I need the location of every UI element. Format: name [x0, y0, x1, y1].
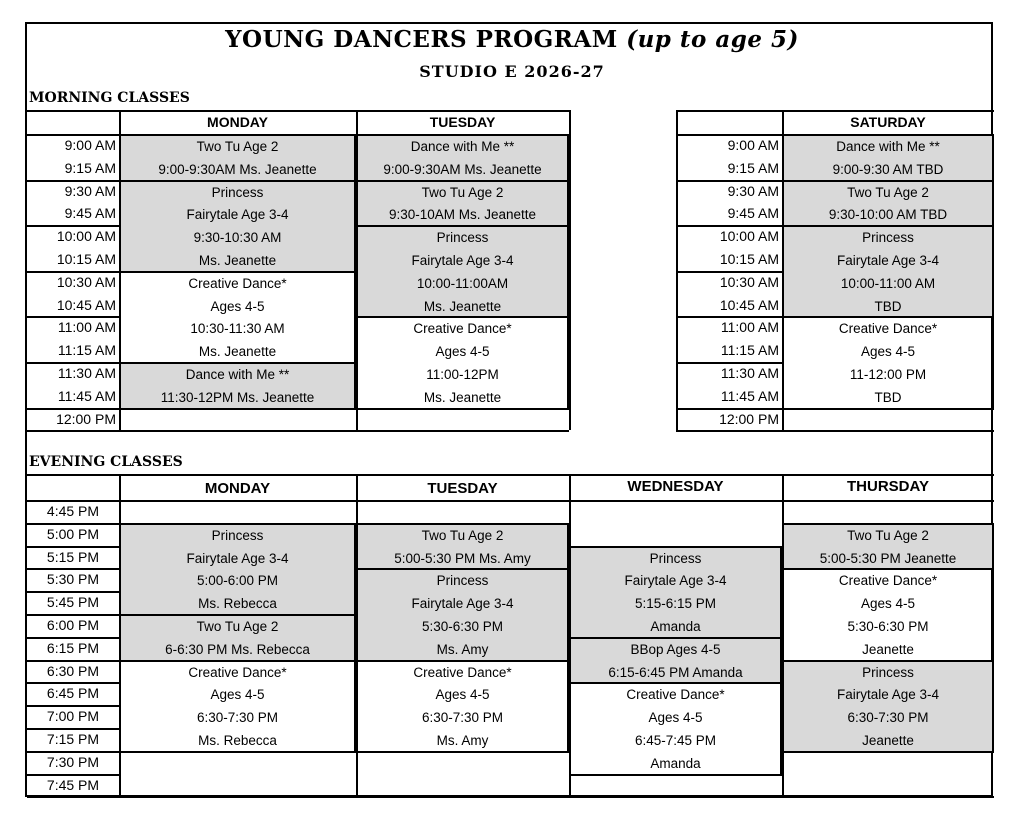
evening-time-label: 7:15 PM: [46, 731, 100, 747]
class-line: Princess: [436, 230, 489, 246]
morning-sat-time-label: 9:00 AM: [727, 137, 779, 153]
class-line: 10:00-11:00 AM: [840, 275, 936, 291]
evening-thursday-class: [782, 568, 994, 661]
evening-wednesday-class: [569, 682, 782, 775]
class-line: Two Tu Age 2: [421, 527, 504, 543]
evening-time-label: 5:15 PM: [46, 548, 100, 565]
class-line: 9:00-9:30 AM TBD: [832, 161, 944, 177]
class-line: Fairytale Age 3-4: [411, 252, 514, 268]
class-line: 5:30-6:30 PM: [847, 618, 929, 634]
studio-label: STUDIO E 2026-27: [419, 62, 605, 81]
morning-time-label: 10:00 AM: [56, 228, 116, 245]
evening-monday-class: [119, 523, 356, 616]
class-line: Princess: [862, 664, 914, 680]
evening-time-label: 4:45 PM: [46, 503, 100, 519]
class-line: 5:00-5:30 PM Ms. Amy: [394, 550, 531, 566]
evening-time-label: 6:30 PM: [46, 662, 100, 679]
class-line: Princess: [649, 550, 702, 566]
title-main: YOUNG DANCERS PROGRAM: [225, 26, 618, 53]
class-line: 6:15-6:45 PM Amanda: [608, 664, 743, 680]
class-line: Two Tu Age 2: [196, 619, 279, 634]
grid-line: [27, 408, 119, 410]
morning-monday-class: [119, 134, 356, 182]
class-line: TBD: [874, 298, 902, 314]
evening-time-label: 5:30 PM: [46, 571, 100, 588]
grid-line: [27, 705, 119, 707]
class-line: 9:30-10:00 AM TBD: [828, 207, 948, 223]
class-line: 6:30-7:30 PM: [421, 710, 504, 726]
grid-line: [27, 728, 119, 730]
morning-day-header: MONDAY: [207, 114, 268, 130]
evening-thursday-class: [782, 523, 994, 571]
class-line: 5:00-5:30 PM Jeanette: [819, 550, 957, 566]
class-line: Fairytale Age 3-4: [624, 573, 727, 589]
class-line: Two Tu Age 2: [421, 184, 504, 200]
class-line: Princess: [211, 527, 264, 543]
class-line: Ages 4-5: [435, 344, 490, 360]
class-line: Creative Dance*: [838, 573, 938, 589]
evening-time-label: 6:00 PM: [46, 617, 100, 633]
class-line: 5:00-6:00 PM: [196, 573, 279, 589]
class-line: 10:30-11:30 AM: [190, 321, 285, 337]
class-line: Ms. Amy: [436, 641, 489, 657]
morning-time-label: 11:30 AM: [57, 365, 116, 381]
class-line: 6:45-7:45 PM: [634, 732, 717, 748]
evening-time-label: 5:45 PM: [46, 594, 100, 611]
grid-line: [27, 774, 119, 776]
class-line: 11-12:00 PM: [849, 366, 927, 382]
grid-line: [676, 110, 678, 430]
morning-tuesday-class: [356, 225, 569, 318]
morning-sat-time-label: 10:45 AM: [719, 296, 779, 313]
morning-time-label: 9:45 AM: [64, 205, 116, 222]
class-line: Two Tu Age 2: [196, 139, 279, 154]
morning-time-label: 10:30 AM: [56, 273, 116, 290]
morning-tuesday-class: [356, 134, 569, 182]
class-line: Creative Dance*: [188, 275, 287, 291]
evening-day-header: TUESDAY: [427, 480, 498, 497]
class-line: 9:30-10AM Ms. Jeanette: [388, 207, 537, 223]
evening-tuesday-class: [356, 523, 569, 571]
class-line: Amanda: [650, 618, 701, 634]
class-line: Ages 4-5: [210, 687, 265, 703]
class-line: Fairytale Age 3-4: [836, 252, 940, 268]
class-line: Dance with Me **: [836, 139, 940, 154]
class-line: Jeanette: [862, 641, 914, 657]
page-title: [0, 26, 1024, 53]
grid-line: [27, 430, 569, 432]
class-line: Princess: [436, 573, 489, 589]
morning-saturday-class: [782, 134, 994, 182]
class-line: Ms. Rebecca: [198, 732, 277, 748]
evening-time-label: 6:15 PM: [46, 639, 100, 656]
class-line: Princess: [211, 184, 264, 200]
morning-sat-time-label: 10:00 AM: [719, 228, 779, 245]
class-line: Fairytale Age 3-4: [411, 596, 514, 612]
grid-line: [569, 110, 571, 430]
grid-line: [27, 568, 119, 570]
morning-sat-time-label: 11:00 AM: [720, 319, 779, 336]
evening-time-label: 7:00 PM: [46, 708, 100, 725]
grid-line: [676, 430, 994, 432]
class-line: Ms. Jeanette: [423, 389, 502, 405]
class-line: 10:00-11:00AM: [416, 275, 509, 291]
morning-tuesday-class: [356, 316, 569, 409]
morning-monday-class: [119, 362, 356, 410]
class-line: Fairytale Age 3-4: [186, 550, 289, 566]
evening-wednesday-class: [569, 637, 782, 685]
class-line: 9:30-10:30 AM: [193, 230, 282, 246]
evening-thursday-class: [782, 660, 994, 753]
class-line: Ms. Rebecca: [198, 596, 277, 612]
class-line: Ms. Jeanette: [198, 344, 277, 360]
class-line: 6:30-7:30 PM: [847, 710, 929, 726]
grid-line: [27, 546, 119, 548]
class-line: Ages 4-5: [860, 596, 916, 612]
morning-sat-time-label: 9:30 AM: [727, 182, 779, 199]
morning-sat-time-label: 10:30 AM: [719, 273, 779, 290]
grid-line: [27, 316, 119, 318]
morning-monday-class: [119, 271, 356, 364]
morning-sat-time-label: 12:00 PM: [719, 410, 779, 427]
morning-section-label: MORNING CLASSES: [29, 90, 190, 106]
evening-time-label: 7:30 PM: [46, 753, 100, 770]
class-line: Fairytale Age 3-4: [186, 207, 289, 223]
grid-line: [676, 362, 782, 364]
morning-time-label: 10:45 AM: [56, 296, 116, 313]
class-line: Creative Dance*: [413, 664, 512, 680]
class-line: Ms. Jeanette: [198, 252, 277, 268]
evening-section-label: EVENING CLASSES: [29, 454, 183, 470]
evening-tuesday-class: [356, 660, 569, 753]
grid-line: [27, 362, 119, 364]
morning-time-label: 11:15 AM: [57, 342, 116, 359]
evening-day-header: MONDAY: [204, 480, 271, 497]
class-line: Ms. Amy: [436, 732, 489, 748]
morning-monday-class: [119, 180, 356, 273]
evening-time-label: 5:00 PM: [46, 525, 100, 542]
evening-day-header: THURSDAY: [847, 478, 929, 495]
class-line: 5:15-6:15 PM: [634, 596, 717, 612]
evening-time-label: 7:45 PM: [46, 776, 100, 793]
class-line: 6-6:30 PM Ms. Rebecca: [165, 641, 310, 657]
grid-line: [27, 796, 994, 798]
title-sub: (up to age 5): [626, 26, 799, 53]
morning-time-label: 11:00 AM: [57, 319, 116, 336]
class-line: Ages 4-5: [860, 344, 916, 360]
grid-line: [27, 614, 119, 616]
evening-monday-class: [119, 614, 356, 662]
morning-time-label: 9:30 AM: [64, 182, 116, 199]
class-line: 9:00-9:30AM Ms. Jeanette: [158, 161, 317, 177]
grid-line: [27, 225, 119, 227]
grid-line: [676, 271, 782, 273]
grid-line: [27, 591, 119, 593]
class-line: Two Tu Age 2: [847, 184, 929, 200]
class-line: 5:30-6:30 PM: [421, 618, 504, 634]
evening-wednesday-class: [569, 546, 782, 639]
evening-tuesday-class: [356, 568, 569, 661]
class-line: Creative Dance*: [188, 664, 287, 680]
morning-day-header: SATURDAY: [850, 114, 926, 130]
class-line: Creative Dance*: [413, 321, 512, 337]
class-line: Creative Dance*: [626, 687, 725, 703]
class-line: Two Tu Age 2: [847, 527, 929, 543]
grid-line: [27, 660, 119, 662]
morning-sat-time-label: 9:15 AM: [727, 159, 779, 176]
grid-line: [356, 500, 569, 502]
morning-sat-time-label: 11:45 AM: [720, 387, 779, 404]
grid-line: [27, 682, 119, 684]
class-line: Dance with Me **: [410, 139, 515, 154]
grid-line: [27, 523, 119, 525]
evening-time-label: 6:45 PM: [46, 685, 100, 702]
class-line: Ages 4-5: [435, 687, 490, 703]
class-line: Ages 4-5: [210, 298, 265, 314]
class-line: TBD: [874, 389, 902, 405]
class-line: 11:30-12PM Ms. Jeanette: [160, 389, 315, 405]
morning-time-label: 9:15 AM: [64, 159, 116, 176]
grid-line: [676, 225, 782, 227]
class-line: Amanda: [650, 755, 701, 771]
morning-saturday-class: [782, 225, 994, 318]
grid-line: [27, 751, 119, 753]
class-line: Fairytale Age 3-4: [836, 687, 940, 703]
morning-time-label: 11:45 AM: [57, 387, 116, 404]
class-line: Dance with Me **: [185, 367, 290, 382]
morning-time-label: 12:00 PM: [56, 410, 116, 427]
grid-line: [27, 637, 119, 639]
class-line: Creative Dance*: [838, 321, 938, 337]
morning-time-label: 10:15 AM: [56, 251, 116, 267]
class-line: Princess: [862, 230, 914, 246]
class-line: 6:30-7:30 PM: [196, 710, 279, 726]
morning-day-header: TUESDAY: [429, 114, 496, 130]
class-line: Jeanette: [862, 732, 914, 748]
grid-line: [676, 316, 782, 318]
morning-tuesday-class: [356, 180, 569, 228]
class-line: 11:00-12PM: [426, 366, 499, 382]
class-line: BBop Ages 4-5: [630, 641, 721, 657]
class-line: Ms. Jeanette: [423, 298, 502, 314]
morning-saturday-class: [782, 316, 994, 409]
evening-monday-class: [119, 660, 356, 753]
morning-time-label: 9:00 AM: [64, 137, 116, 153]
grid-line: [27, 271, 119, 273]
morning-saturday-class: [782, 180, 994, 228]
grid-line: [676, 408, 782, 410]
morning-sat-time-label: 11:30 AM: [720, 365, 779, 381]
class-line: Ages 4-5: [648, 710, 703, 726]
class-line: 9:00-9:30AM Ms. Jeanette: [383, 161, 542, 177]
morning-sat-time-label: 10:15 AM: [719, 251, 779, 267]
grid-line: [676, 180, 782, 182]
evening-day-header: WEDNESDAY: [627, 478, 724, 495]
morning-sat-time-label: 11:15 AM: [720, 342, 779, 359]
grid-line: [27, 180, 119, 182]
morning-sat-time-label: 9:45 AM: [727, 205, 779, 222]
